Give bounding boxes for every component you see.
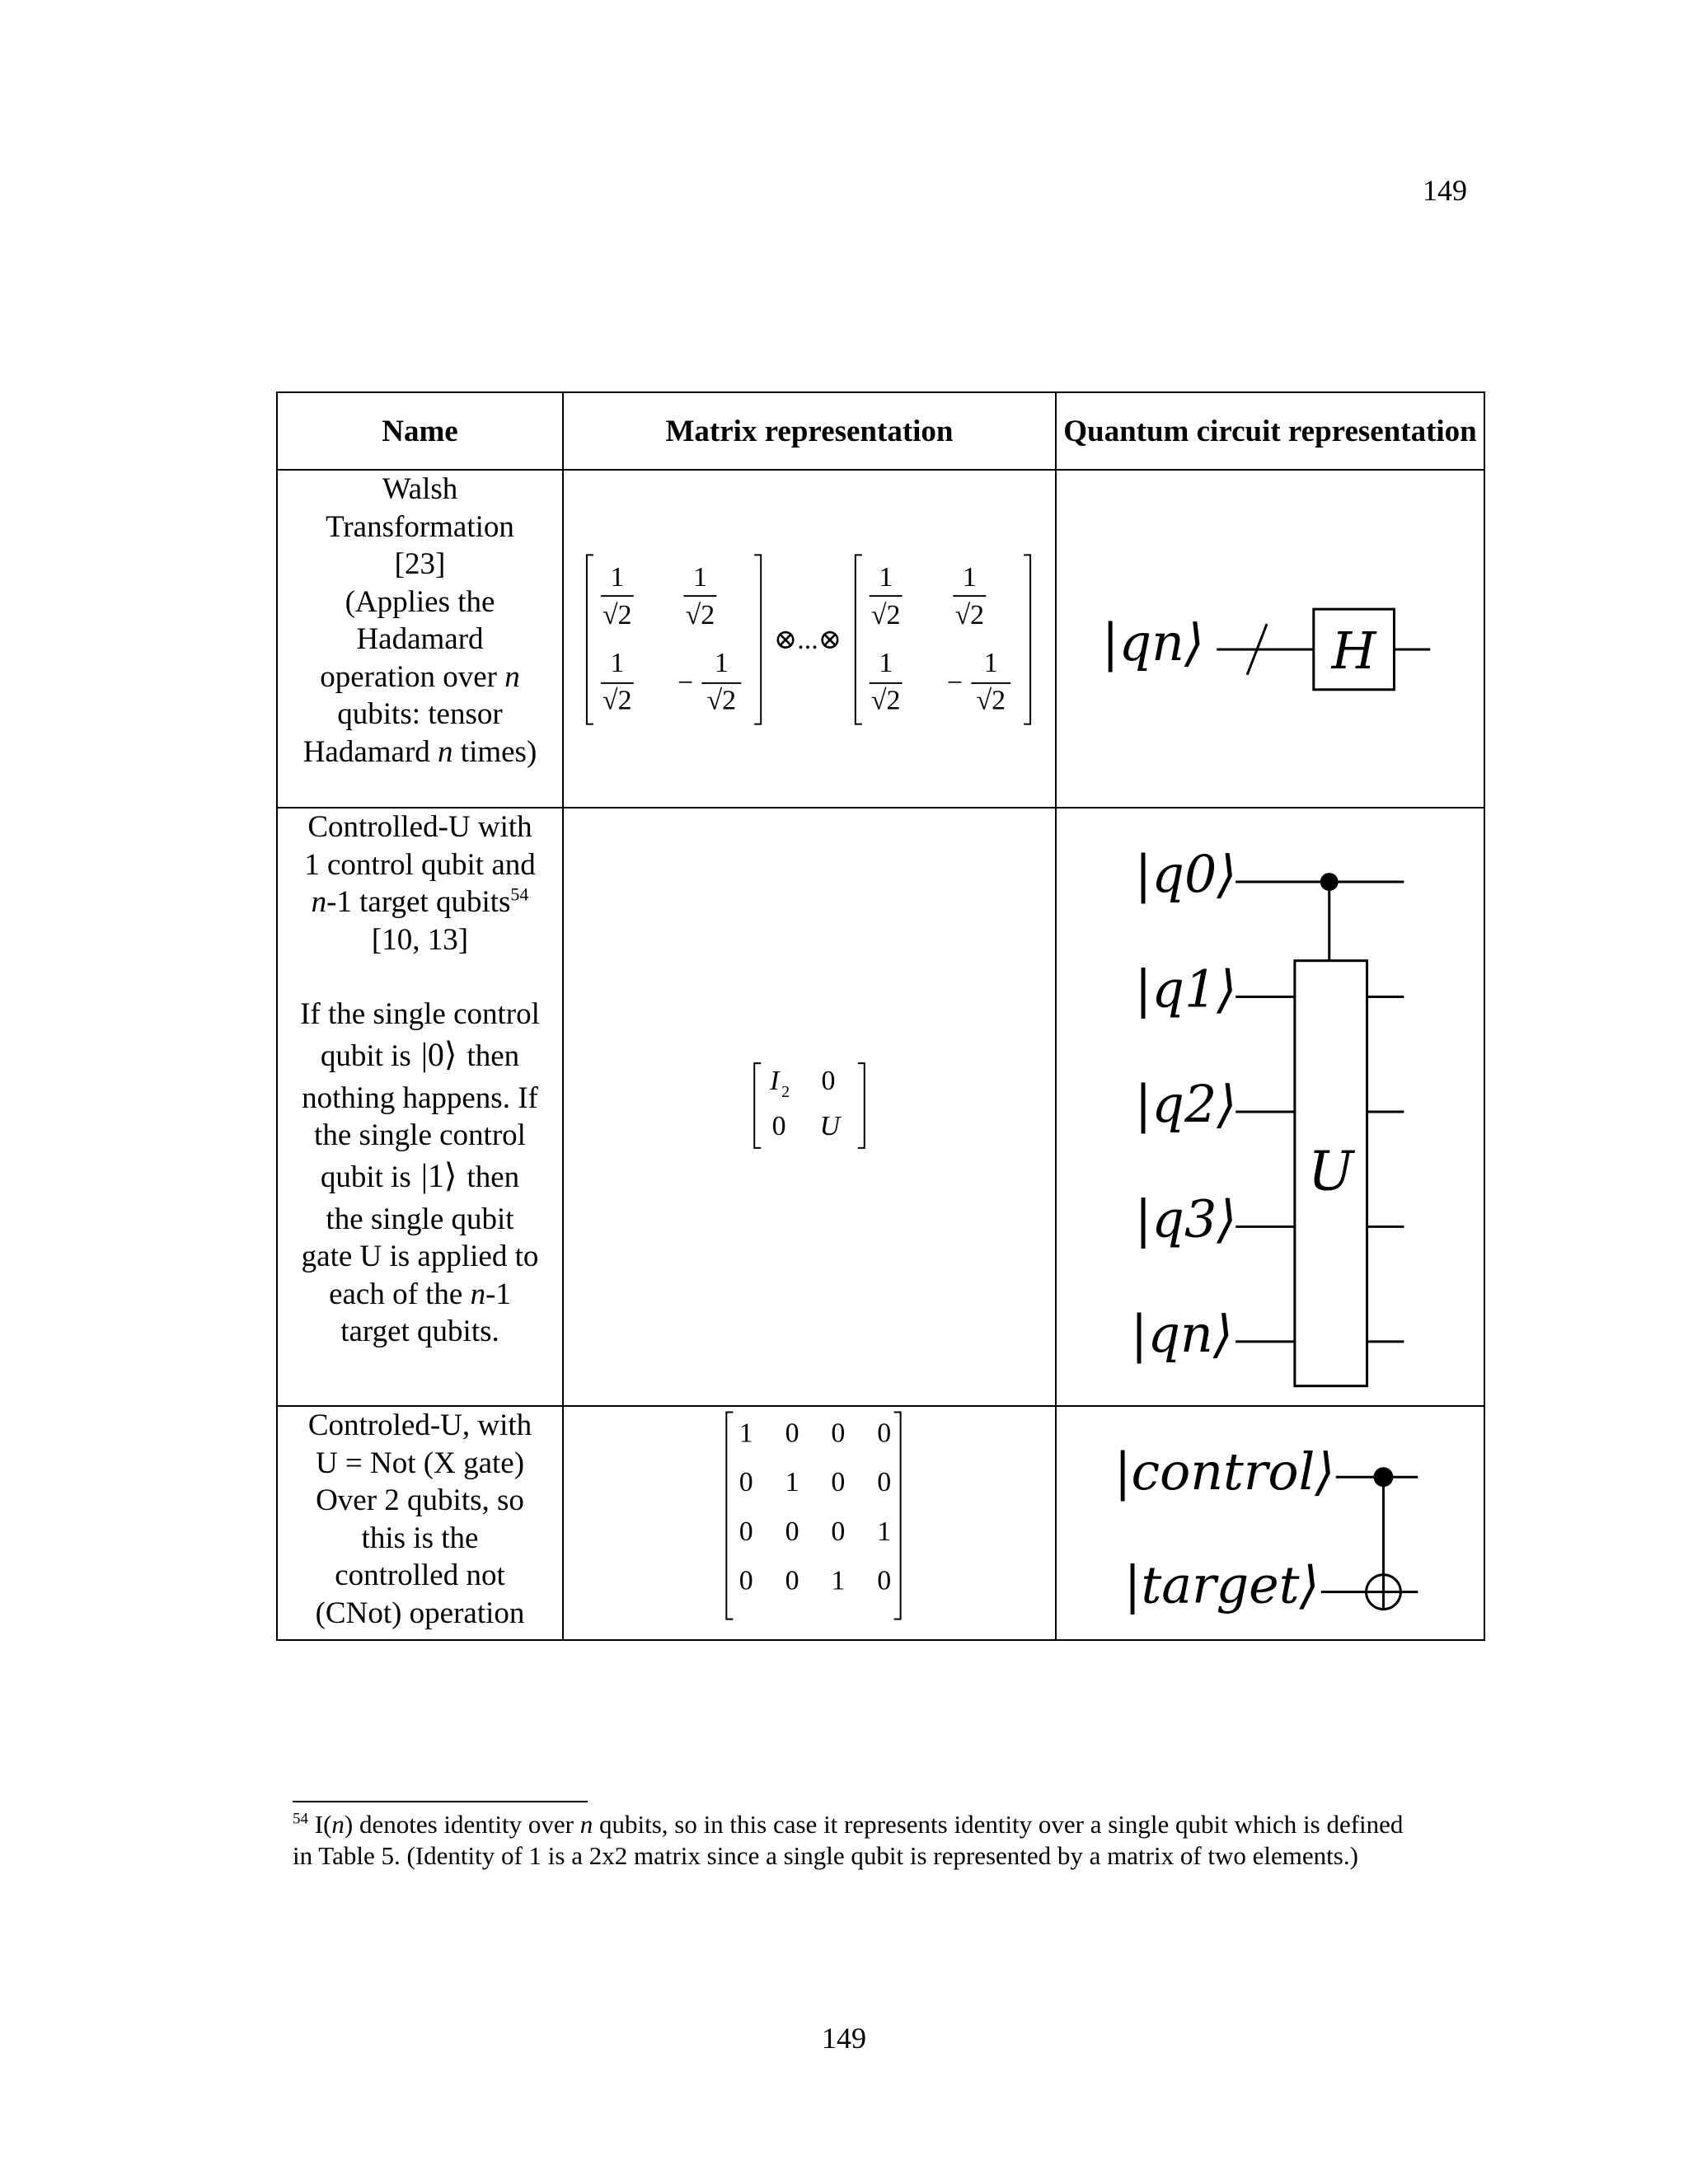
target-qubit-label: |target⟩ (1123, 1555, 1320, 1615)
name-line: this is the (361, 1521, 479, 1555)
qubit-label: |q1⟩ (1134, 959, 1237, 1019)
matrix-entry: 0 (821, 1066, 836, 1097)
footnote-ref: 54 (510, 883, 529, 905)
matrix-entry: 0 (877, 1418, 892, 1449)
name-line: qubit is |0⟩ then (320, 1035, 520, 1073)
ket-zero: |0⟩ (420, 1035, 457, 1073)
table-row (277, 470, 1484, 808)
name-line: Controlled-U with (307, 810, 532, 844)
matrix-entry: 0 (877, 1565, 892, 1596)
name-line: target qubits. (340, 1315, 499, 1348)
controlled-u-circuit-cell (1056, 808, 1484, 1406)
matrix-entry: 1 (962, 562, 977, 593)
name-line: the single control (314, 1118, 526, 1152)
matrix-entry: 0 (738, 1516, 753, 1547)
quantum-gates-table (276, 391, 1485, 1641)
cnot-matrix (564, 1407, 1055, 1639)
hadamard-gate-label: H (1331, 621, 1376, 681)
cnot-circuit-cell (1056, 1406, 1484, 1640)
matrix-entry: 0 (831, 1516, 846, 1547)
matrix-entry: 2 (781, 1083, 790, 1102)
control-qubit-label: |control⟩ (1114, 1442, 1335, 1502)
page-number-bottom: 149 (822, 2022, 866, 2055)
name-line: Controled-U, with (307, 1408, 532, 1442)
name-line: U = Not (X gate) (315, 1446, 525, 1480)
matrix-entry: 1 (610, 562, 625, 593)
cnot-matrix-cell (563, 1406, 1056, 1640)
qubit-label: |q2⟩ (1134, 1074, 1237, 1134)
name-line: Hadamard n times) (302, 734, 537, 769)
table-row (277, 1406, 1484, 1640)
header-matrix: Matrix representation (563, 392, 1056, 470)
name-line: [23] (394, 547, 446, 581)
matrix-entry: 1 (714, 647, 729, 678)
matrix-entry: 1 (831, 1565, 846, 1596)
page-number-top: 149 (1423, 174, 1467, 207)
name-line: operation over n (320, 659, 520, 694)
qubit-label: |qn⟩ (1101, 612, 1204, 673)
name-line: nothing happens. If (302, 1080, 538, 1115)
footnote: $^{54}$ I(n) denotes identity over n qubits, so in this case it represents identity over a single qubit which is defined in Table 5. (Identity of 1 is a 2x2 matrix since a single qubit is represented by a matrix of two elements.) (293, 1810, 1404, 1870)
matrix-entry: 0 (738, 1565, 753, 1596)
qubit-label: |qn⟩ (1130, 1304, 1233, 1364)
cnot-name-cell (277, 1406, 563, 1640)
matrix-entry: 1 (785, 1467, 799, 1498)
header-row (277, 392, 1484, 470)
matrix-entry: 0 (831, 1418, 846, 1449)
name-line: each of the n-1 (329, 1277, 511, 1311)
name-line: the single qubit (326, 1202, 514, 1236)
walsh-matrix-cell (563, 470, 1056, 808)
name-line: Over 2 qubits, so (316, 1483, 524, 1517)
name-line: If the single control (300, 997, 540, 1031)
header-circuit: Quantum circuit representation (1056, 392, 1484, 470)
qubit-label: |q0⟩ (1134, 845, 1237, 905)
matrix-entry: 1 (879, 647, 893, 678)
control-dot (1320, 873, 1339, 891)
controlled-u-circuit (1057, 808, 1484, 1405)
matrix-entry: 0 (831, 1467, 846, 1498)
name-line: qubits: tensor (337, 697, 503, 731)
matrix-entry: √2 (870, 600, 901, 631)
table-row (277, 808, 1484, 1406)
name-line: [10, 13] (371, 922, 469, 957)
walsh-name-cell (277, 470, 563, 808)
matrix-entry: 1 (877, 1516, 892, 1547)
matrix-entry: 0 (877, 1467, 892, 1498)
matrix-entry: √2 (603, 600, 632, 631)
matrix-entry: 0 (785, 1418, 799, 1449)
matrix-entry: 1 (879, 562, 893, 593)
name-line: qubit is |1⟩ then (320, 1156, 520, 1194)
ket-one: |1⟩ (420, 1156, 457, 1194)
matrix-entry: 1 (738, 1418, 753, 1449)
matrix-entry: 0 (785, 1565, 799, 1596)
matrix-entry: √2 (685, 600, 715, 631)
header-name: Name (277, 392, 563, 470)
hadamard-circuit (1057, 471, 1484, 807)
controlled-u-matrix (564, 808, 1055, 1405)
matrix-entry: 0 (785, 1516, 799, 1547)
name-line: (Applies the (345, 584, 495, 619)
matrix-entry: − (677, 667, 694, 698)
matrix-entry: 1 (610, 647, 625, 678)
matrix-entry: − (946, 667, 963, 698)
matrix-entry: √2 (603, 685, 632, 716)
control-dot (1374, 1467, 1394, 1487)
cnot-circuit (1057, 1407, 1484, 1639)
name-line: (CNot) operation (315, 1596, 525, 1630)
matrix-entry: √2 (870, 685, 901, 716)
name-line: 1 control qubit and (304, 847, 536, 882)
name-line: Transformation (326, 509, 514, 544)
matrix-entry: 1 (983, 647, 998, 678)
u-gate-label: U (1308, 1139, 1354, 1203)
matrix-entry: I (770, 1066, 780, 1097)
matrix-entry: U (819, 1110, 841, 1141)
matrix-entry: √2 (976, 685, 1006, 716)
matrix-entry: √2 (954, 600, 985, 631)
name-line: Hadamard (356, 622, 484, 656)
controlled-u-matrix-cell (563, 808, 1056, 1406)
qubit-label: |q3⟩ (1134, 1189, 1237, 1249)
name-line: n-1 target qubits$^{54}$ (311, 883, 529, 919)
matrix-entry: 1 (692, 562, 707, 593)
footnote-marker: 54 (293, 1810, 308, 1828)
matrix-entry: √2 (706, 685, 737, 716)
name-line: Walsh (382, 472, 458, 506)
name-line: controlled not (335, 1558, 505, 1592)
controlled-u-name-cell (277, 808, 563, 1406)
footnote-divider (293, 1801, 588, 1802)
walsh-circuit-cell (1056, 470, 1484, 808)
matrix-entry: 0 (771, 1110, 786, 1141)
matrix-entry: 0 (738, 1467, 753, 1498)
tensor-operator: ⊗...⊗ (773, 624, 842, 655)
name-line: gate U is applied to (301, 1240, 539, 1273)
hadamard-tensor-matrix (564, 471, 1055, 807)
